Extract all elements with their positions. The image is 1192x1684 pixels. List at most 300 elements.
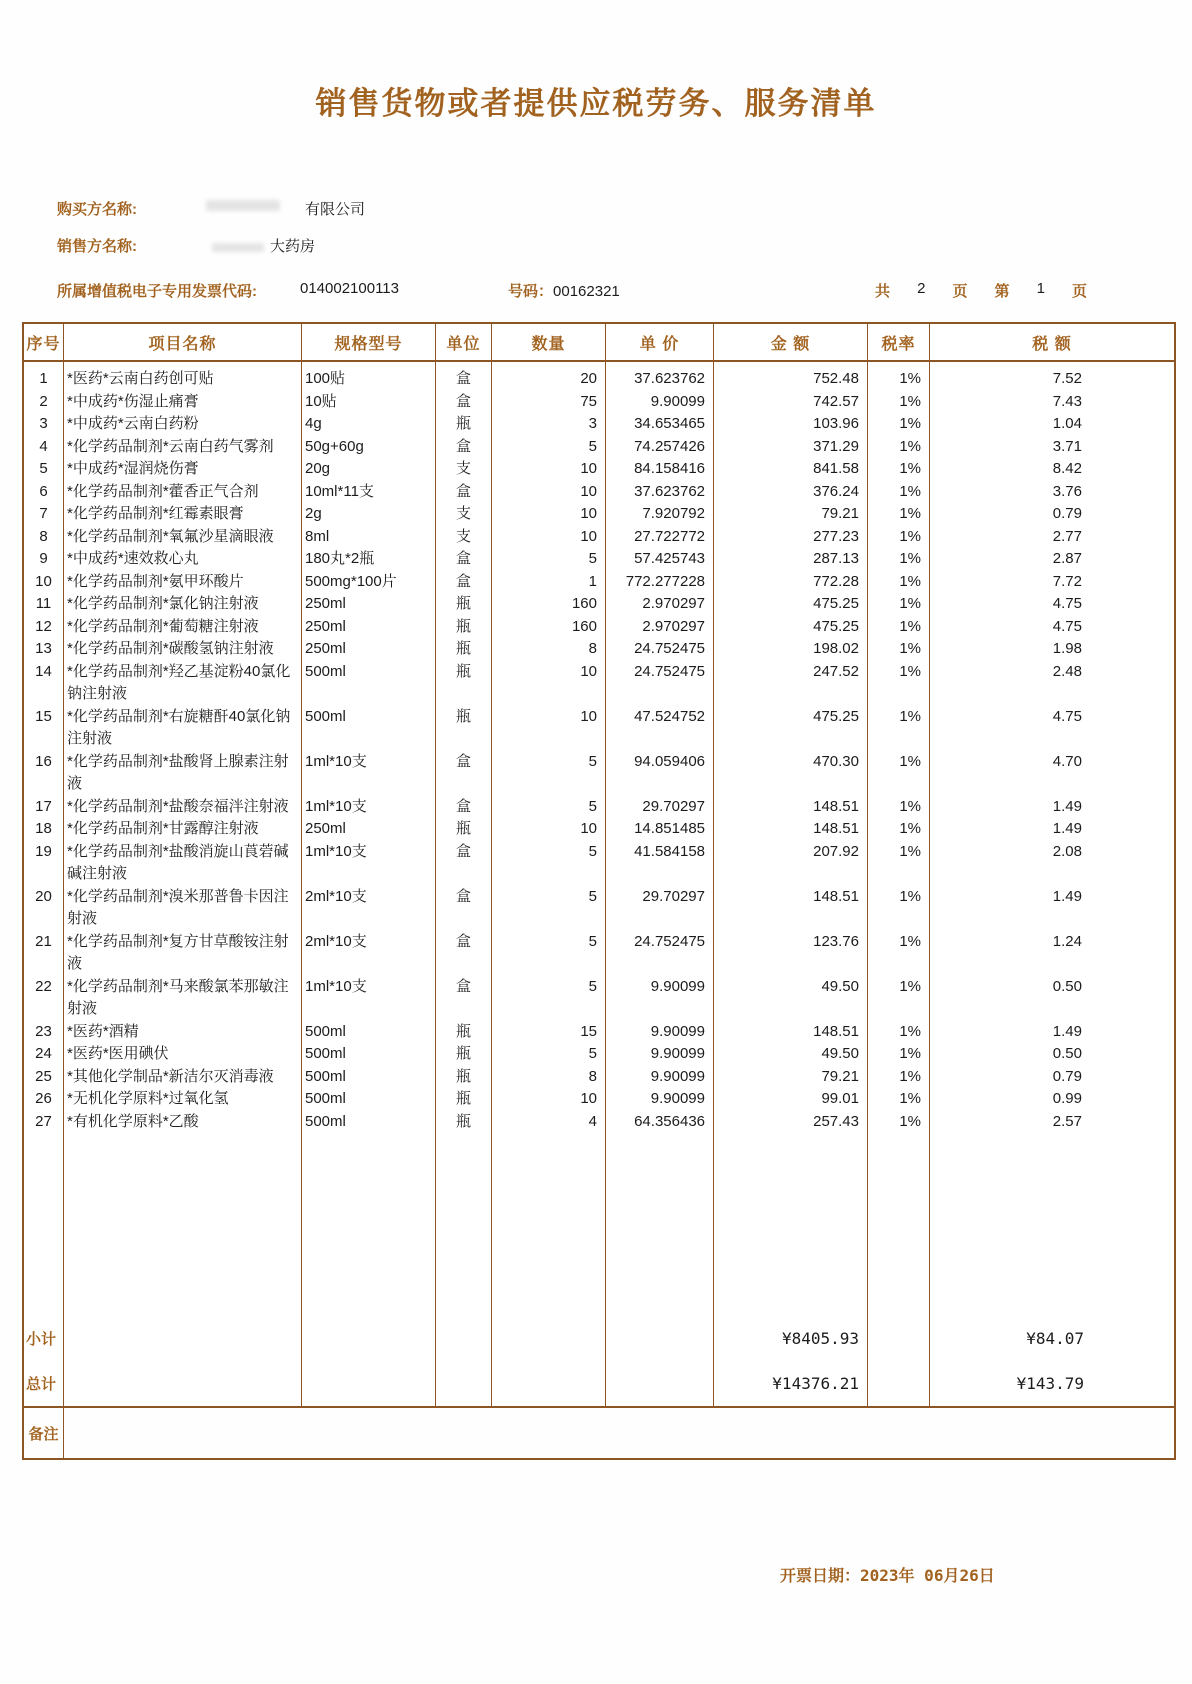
table-cell: 1% <box>868 391 930 414</box>
table-cell: 1.24 <box>1052 932 1082 950</box>
buyer-value: 有限公司 <box>305 201 366 218</box>
table-cell: 20 <box>24 886 64 931</box>
table-cell: 1% <box>868 1021 930 1044</box>
table-cell: 15 <box>24 706 64 751</box>
table-cell: 瓶 <box>436 818 492 841</box>
table-cell: 1ml*10支 <box>302 976 436 1021</box>
table-cell: *化学药品制剂*右旋糖酐40氯化钠注射液 <box>64 706 302 751</box>
table-header-cell: 税率 <box>868 324 930 362</box>
buyer-label: 购买方名称: <box>57 201 137 218</box>
table-cell: *化学药品制剂*红霉素眼膏 <box>64 503 302 526</box>
table-cell: 2.08 <box>1052 842 1082 860</box>
table-cell: *其他化学制品*新洁尔灭消毒液 <box>64 1066 302 1089</box>
table-cell: 180丸*2瓶 <box>302 548 436 571</box>
table-cell: 1% <box>868 458 930 481</box>
table-cell: 26 <box>24 1088 64 1111</box>
table-cell: 500ml <box>302 1021 436 1044</box>
table-cell: 5 <box>492 436 606 459</box>
table-cell: 47.524752 <box>606 706 714 751</box>
table-cell: 8ml <box>302 526 436 549</box>
seller-line <box>57 235 1157 256</box>
table-cell: 8.42 <box>1052 460 1082 477</box>
table-cell: 21 <box>24 931 64 976</box>
pagination-current-label: 第 <box>994 283 1010 300</box>
table-cell: *化学药品制剂*盐酸肾上腺素注射液 <box>64 751 302 796</box>
table-cell: *化学药品制剂*马来酸氯苯那敏注射液 <box>64 976 302 1021</box>
table-cell: 3.71 <box>1052 437 1082 455</box>
seller-value: 大药房 <box>270 238 316 255</box>
table-cell: 24 <box>24 1043 64 1066</box>
table-cell: 75 <box>492 391 606 414</box>
table-cell: 瓶 <box>436 1088 492 1111</box>
table-cell: 148.51 <box>714 796 868 819</box>
table-cell: 10 <box>492 503 606 526</box>
pagination-page-unit: 页 <box>952 283 968 300</box>
table-cell: 0.50 <box>1052 977 1082 995</box>
table-cell: 148.51 <box>714 818 868 841</box>
table-cell: 10 <box>24 571 64 594</box>
table-cell: 49.50 <box>714 1043 868 1066</box>
table-cell: 1% <box>868 1043 930 1066</box>
total-row-empty-cell <box>492 1361 606 1406</box>
table-cell: 160 <box>492 593 606 616</box>
table-cell: *医药*云南白药创可贴 <box>64 362 302 391</box>
subtotal-row-empty-cell <box>606 1316 714 1361</box>
total-row-empty-cell <box>436 1361 492 1406</box>
table-filler-cell <box>606 1133 714 1316</box>
table-cell: 4.75 <box>1052 595 1082 612</box>
table-cell: 10 <box>492 1088 606 1111</box>
table-cell: 瓶 <box>436 616 492 639</box>
table-cell: 742.57 <box>714 391 868 414</box>
invoice-date <box>780 1563 995 1586</box>
subtotal-row-empty-cell <box>492 1316 606 1361</box>
table-cell: 148.51 <box>714 1021 868 1044</box>
table-cell: 1ml*10支 <box>302 796 436 819</box>
table-cell: 盒 <box>436 571 492 594</box>
invoice-date-value: 2023年 06月26日 <box>860 1566 995 1585</box>
table-cell: 盒 <box>436 391 492 414</box>
invoice-code-label: 所属增值税电子专用发票代码: <box>57 283 257 300</box>
subtotal-row-amount: ¥8405.93 <box>714 1316 868 1361</box>
table-cell: 1% <box>868 886 930 931</box>
table-cell: 94.059406 <box>606 751 714 796</box>
table-cell: 207.92 <box>714 841 868 886</box>
total-row-label: 总计 <box>24 1361 64 1406</box>
table-cell: 1 <box>492 571 606 594</box>
table-cell: 2ml*10支 <box>302 931 436 976</box>
table-cell: 250ml <box>302 638 436 661</box>
table-cell: 1.49 <box>1052 887 1082 905</box>
table-cell: 2g <box>302 503 436 526</box>
table-cell: 16 <box>24 751 64 796</box>
table-cell: *中成药*伤湿止痛膏 <box>64 391 302 414</box>
table-cell: 37.623762 <box>606 481 714 504</box>
table-cell: 瓶 <box>436 1043 492 1066</box>
table-cell: *化学药品制剂*氧氟沙星滴眼液 <box>64 526 302 549</box>
table-cell: 18 <box>24 818 64 841</box>
table-cell: 500ml <box>302 1088 436 1111</box>
table-cell: 支 <box>436 503 492 526</box>
pagination <box>875 280 1087 301</box>
table-cell: 2.57 <box>1052 1112 1082 1130</box>
table-cell: *化学药品制剂*溴米那普鲁卡因注射液 <box>64 886 302 931</box>
table-cell: 1% <box>868 481 930 504</box>
table-cell: 27.722772 <box>606 526 714 549</box>
table-cell: 支 <box>436 526 492 549</box>
table-cell: 148.51 <box>714 886 868 931</box>
table-cell: 2.48 <box>1052 662 1082 680</box>
table-cell: 2 <box>24 391 64 414</box>
table-header-cell: 项目名称 <box>64 324 302 362</box>
table-cell: 470.30 <box>714 751 868 796</box>
table-cell: 1% <box>868 796 930 819</box>
page-title: 销售货物或者提供应税劳务、服务清单 <box>315 86 877 121</box>
subtotal-row-empty-cell <box>868 1316 930 1361</box>
table-cell: 1% <box>868 1088 930 1111</box>
table-cell: 247.52 <box>714 661 868 706</box>
table-cell: 2.77 <box>1052 527 1082 545</box>
table-cell: 1.49 <box>1052 820 1082 837</box>
table-filler-cell <box>930 1133 1174 1316</box>
pagination-page-unit: 页 <box>1071 283 1087 300</box>
table-cell: 1% <box>868 413 930 436</box>
table-cell: 瓶 <box>436 661 492 706</box>
table-cell: 3 <box>492 413 606 436</box>
table-cell: 74.257426 <box>606 436 714 459</box>
invoice-number-label: 号码： <box>508 283 554 300</box>
table-cell: 24.752475 <box>606 638 714 661</box>
table-cell: 7.72 <box>1052 572 1082 590</box>
table-cell: 14.851485 <box>606 818 714 841</box>
table-cell: 25 <box>24 1066 64 1089</box>
table-cell: 瓶 <box>436 1111 492 1134</box>
table-cell: 287.13 <box>714 548 868 571</box>
table-cell: 1 <box>24 362 64 391</box>
table-cell: 1ml*10支 <box>302 841 436 886</box>
table-cell: 41.584158 <box>606 841 714 886</box>
table-cell: 4g <box>302 413 436 436</box>
table-cell: 1% <box>868 593 930 616</box>
table-cell: 8 <box>492 1066 606 1089</box>
table-cell: 1% <box>868 976 930 1021</box>
table-cell: 1% <box>868 661 930 706</box>
table-filler-cell <box>64 1133 302 1316</box>
table-cell: *无机化学原料*过氧化氢 <box>64 1088 302 1111</box>
table-cell: 79.21 <box>714 1066 868 1089</box>
table-cell: 5 <box>24 458 64 481</box>
table-cell: 瓶 <box>436 638 492 661</box>
invoice-number-group <box>508 280 620 301</box>
table-cell: 瓶 <box>436 1021 492 1044</box>
table-cell: 0.79 <box>1052 505 1082 522</box>
table-cell: 盒 <box>436 976 492 1021</box>
table-cell: 盒 <box>436 796 492 819</box>
table-cell: 123.76 <box>714 931 868 976</box>
table-cell: 500ml <box>302 661 436 706</box>
table-cell: 4.75 <box>1052 617 1082 635</box>
table-cell: 99.01 <box>714 1088 868 1111</box>
total-row-empty-cell <box>868 1361 930 1406</box>
table-cell: 12 <box>24 616 64 639</box>
pagination-total-pages: 2 <box>917 280 926 297</box>
table-cell: 100贴 <box>302 362 436 391</box>
table-cell: *化学药品制剂*甘露醇注射液 <box>64 818 302 841</box>
table-cell: 34.653465 <box>606 413 714 436</box>
subtotal-row-empty-cell <box>302 1316 436 1361</box>
table-cell: 1.49 <box>1052 1022 1082 1040</box>
table-cell: 500ml <box>302 1066 436 1089</box>
table-cell: 2.970297 <box>606 593 714 616</box>
table-cell: 1% <box>868 841 930 886</box>
table-cell: 盒 <box>436 436 492 459</box>
table-cell: 1% <box>868 1111 930 1134</box>
table-cell: 37.623762 <box>606 362 714 391</box>
total-row-tax: ¥143.79 <box>1016 1374 1084 1393</box>
table-cell: *中成药*云南白药粉 <box>64 413 302 436</box>
table-cell: 瓶 <box>436 1066 492 1089</box>
table-cell: 1.98 <box>1052 640 1082 657</box>
table-cell: 9.90099 <box>606 1043 714 1066</box>
table-cell: 8 <box>24 526 64 549</box>
table-cell: 20g <box>302 458 436 481</box>
table-cell: 7 <box>24 503 64 526</box>
table-cell: 10 <box>492 661 606 706</box>
table-cell: 772.277228 <box>606 571 714 594</box>
table-cell: *化学药品制剂*盐酸奈福泮注射液 <box>64 796 302 819</box>
remark-box <box>22 1406 1176 1460</box>
table-cell: 24.752475 <box>606 931 714 976</box>
table-cell: 6 <box>24 481 64 504</box>
table-cell: 0.99 <box>1052 1090 1082 1107</box>
table-cell: 0.50 <box>1052 1045 1082 1062</box>
table-cell: 10 <box>492 818 606 841</box>
table-cell: 9 <box>24 548 64 571</box>
table-cell: 500ml <box>302 1111 436 1134</box>
pagination-total-label: 共 <box>875 283 891 300</box>
table-cell: 500ml <box>302 1043 436 1066</box>
table-cell: 27 <box>24 1111 64 1134</box>
table-cell: 1% <box>868 436 930 459</box>
subtotal-row-empty-cell <box>64 1316 302 1361</box>
pagination-current-page: 1 <box>1036 280 1045 297</box>
table-cell: 250ml <box>302 616 436 639</box>
table-cell: 1.04 <box>1052 415 1082 432</box>
table-cell: 500ml <box>302 706 436 751</box>
table-cell: *化学药品制剂*羟乙基淀粉40氯化钠注射液 <box>64 661 302 706</box>
table-cell: 盒 <box>436 548 492 571</box>
table-cell: 1ml*10支 <box>302 751 436 796</box>
table-cell: 17 <box>24 796 64 819</box>
table-cell: 475.25 <box>714 593 868 616</box>
table-cell: 0.79 <box>1052 1067 1082 1085</box>
table-cell: 盒 <box>436 886 492 931</box>
table-cell: 5 <box>492 886 606 931</box>
table-cell: 10ml*11支 <box>302 481 436 504</box>
table-cell: 瓶 <box>436 593 492 616</box>
table-cell: 7.52 <box>1052 370 1082 387</box>
table-cell: 5 <box>492 796 606 819</box>
table-header-cell: 单 价 <box>606 324 714 362</box>
table-cell: 9.90099 <box>606 1088 714 1111</box>
invoice-code-line <box>57 280 1157 301</box>
table-cell: 24.752475 <box>606 661 714 706</box>
total-row-empty-cell <box>606 1361 714 1406</box>
table-cell: 4 <box>24 436 64 459</box>
table-cell: 22 <box>24 976 64 1021</box>
table-cell: 84.158416 <box>606 458 714 481</box>
table-cell: *中成药*速效救心丸 <box>64 548 302 571</box>
table-cell: 1% <box>868 706 930 751</box>
table-cell: 8 <box>492 638 606 661</box>
table-header-cell: 数量 <box>492 324 606 362</box>
seller-label: 销售方名称: <box>57 238 137 255</box>
table-cell: 5 <box>492 548 606 571</box>
table-cell: 1% <box>868 548 930 571</box>
invoice-date-label: 开票日期： <box>780 1566 861 1585</box>
table-cell: 瓶 <box>436 706 492 751</box>
table-cell: 7.920792 <box>606 503 714 526</box>
table-cell: 1% <box>868 931 930 976</box>
subtotal-row-empty-cell <box>436 1316 492 1361</box>
table-cell: 1% <box>868 638 930 661</box>
table-cell: *医药*医用碘伏 <box>64 1043 302 1066</box>
table-cell: 10 <box>492 458 606 481</box>
table-cell: 5 <box>492 931 606 976</box>
table-cell: 盒 <box>436 931 492 976</box>
table-cell: 1% <box>868 751 930 796</box>
table-cell: 20 <box>492 362 606 391</box>
table-cell: *有机化学原料*乙酸 <box>64 1111 302 1134</box>
table-cell: 57.425743 <box>606 548 714 571</box>
table-cell: 10贴 <box>302 391 436 414</box>
table-cell: 2ml*10支 <box>302 886 436 931</box>
table-cell: 772.28 <box>714 571 868 594</box>
table-cell: 257.43 <box>714 1111 868 1134</box>
table-cell: 19 <box>24 841 64 886</box>
table-cell: 2.87 <box>1052 550 1082 567</box>
table-cell: 盒 <box>436 751 492 796</box>
remark-label: 备注 <box>24 1408 64 1458</box>
table-cell: 475.25 <box>714 706 868 751</box>
table-cell: 250ml <box>302 593 436 616</box>
table-cell: 103.96 <box>714 413 868 436</box>
table-cell: 10 <box>492 481 606 504</box>
table-filler-cell <box>436 1133 492 1316</box>
table-cell: 1.49 <box>1052 797 1082 815</box>
table-header-cell: 税 额 <box>930 324 1174 362</box>
total-row-empty-cell <box>64 1361 302 1406</box>
table-cell: 3 <box>24 413 64 436</box>
table-cell: 盒 <box>436 481 492 504</box>
total-row-empty-cell <box>302 1361 436 1406</box>
total-row-amount: ¥14376.21 <box>714 1361 868 1406</box>
table-cell: 9.90099 <box>606 391 714 414</box>
subtotal-row-tax: ¥84.07 <box>1026 1329 1084 1348</box>
table-cell: 10 <box>492 706 606 751</box>
table-cell: 7.43 <box>1052 392 1082 410</box>
table-cell: 1% <box>868 503 930 526</box>
table-cell: 1% <box>868 526 930 549</box>
table-filler-cell <box>714 1133 868 1316</box>
table-cell: 9.90099 <box>606 1066 714 1089</box>
table-cell: 5 <box>492 976 606 1021</box>
table-header-cell: 单位 <box>436 324 492 362</box>
table-cell: 250ml <box>302 818 436 841</box>
table-filler-cell <box>302 1133 436 1316</box>
table-cell: 10 <box>492 526 606 549</box>
table-cell: 1% <box>868 1066 930 1089</box>
table-cell: 支 <box>436 458 492 481</box>
table-cell: 23 <box>24 1021 64 1044</box>
table-cell: *化学药品制剂*云南白药气雾剂 <box>64 436 302 459</box>
invoice-number-value: 00162321 <box>553 283 620 300</box>
table-cell: 9.90099 <box>606 1021 714 1044</box>
table-cell: 198.02 <box>714 638 868 661</box>
table-cell: 盒 <box>436 841 492 886</box>
table-cell: *中成药*湿润烧伤膏 <box>64 458 302 481</box>
table-cell: 1% <box>868 571 930 594</box>
remark-content <box>64 1408 1174 1458</box>
table-header-cell: 规格型号 <box>302 324 436 362</box>
table-cell: 500mg*100片 <box>302 571 436 594</box>
table-cell: 841.58 <box>714 458 868 481</box>
table-cell: 3.76 <box>1052 482 1082 500</box>
table-header-cell: 序号 <box>24 324 64 362</box>
table-cell: 1% <box>868 616 930 639</box>
table-cell: 29.70297 <box>606 796 714 819</box>
table-cell: *化学药品制剂*复方甘草酸铵注射液 <box>64 931 302 976</box>
table-cell: 4.70 <box>1052 752 1082 770</box>
table-cell: 277.23 <box>714 526 868 549</box>
table-cell: 752.48 <box>714 362 868 391</box>
table-cell: 49.50 <box>714 976 868 1021</box>
table-cell: *化学药品制剂*藿香正气合剂 <box>64 481 302 504</box>
table-header-cell: 金 额 <box>714 324 868 362</box>
table-cell: *化学药品制剂*碳酸氢钠注射液 <box>64 638 302 661</box>
table-cell: 14 <box>24 661 64 706</box>
table-cell: 9.90099 <box>606 976 714 1021</box>
table-cell: 376.24 <box>714 481 868 504</box>
table-cell: 5 <box>492 1043 606 1066</box>
table-cell: 5 <box>492 751 606 796</box>
table-cell: *化学药品制剂*葡萄糖注射液 <box>64 616 302 639</box>
table-cell: 2.970297 <box>606 616 714 639</box>
table-cell: 5 <box>492 841 606 886</box>
table-cell: 79.21 <box>714 503 868 526</box>
table-cell: 50g+60g <box>302 436 436 459</box>
table-cell: 盒 <box>436 362 492 391</box>
table-cell: 1% <box>868 362 930 391</box>
table-cell: *化学药品制剂*氨甲环酸片 <box>64 571 302 594</box>
table-cell: *化学药品制剂*盐酸消旋山莨菪碱碱注射液 <box>64 841 302 886</box>
table-cell: 15 <box>492 1021 606 1044</box>
table-cell: 4 <box>492 1111 606 1134</box>
table-cell: *医药*酒精 <box>64 1021 302 1044</box>
table-cell: 1% <box>868 818 930 841</box>
table-cell: 4.75 <box>1052 707 1082 725</box>
table-cell: 13 <box>24 638 64 661</box>
table-cell: 64.356436 <box>606 1111 714 1134</box>
table-cell: 160 <box>492 616 606 639</box>
table-cell: *化学药品制剂*氯化钠注射液 <box>64 593 302 616</box>
table-cell: 371.29 <box>714 436 868 459</box>
buyer-line <box>57 198 1157 219</box>
table-cell: 瓶 <box>436 413 492 436</box>
table-cell: 11 <box>24 593 64 616</box>
invoice-code-value: 014002100113 <box>300 280 399 297</box>
table-filler-cell <box>492 1133 606 1316</box>
